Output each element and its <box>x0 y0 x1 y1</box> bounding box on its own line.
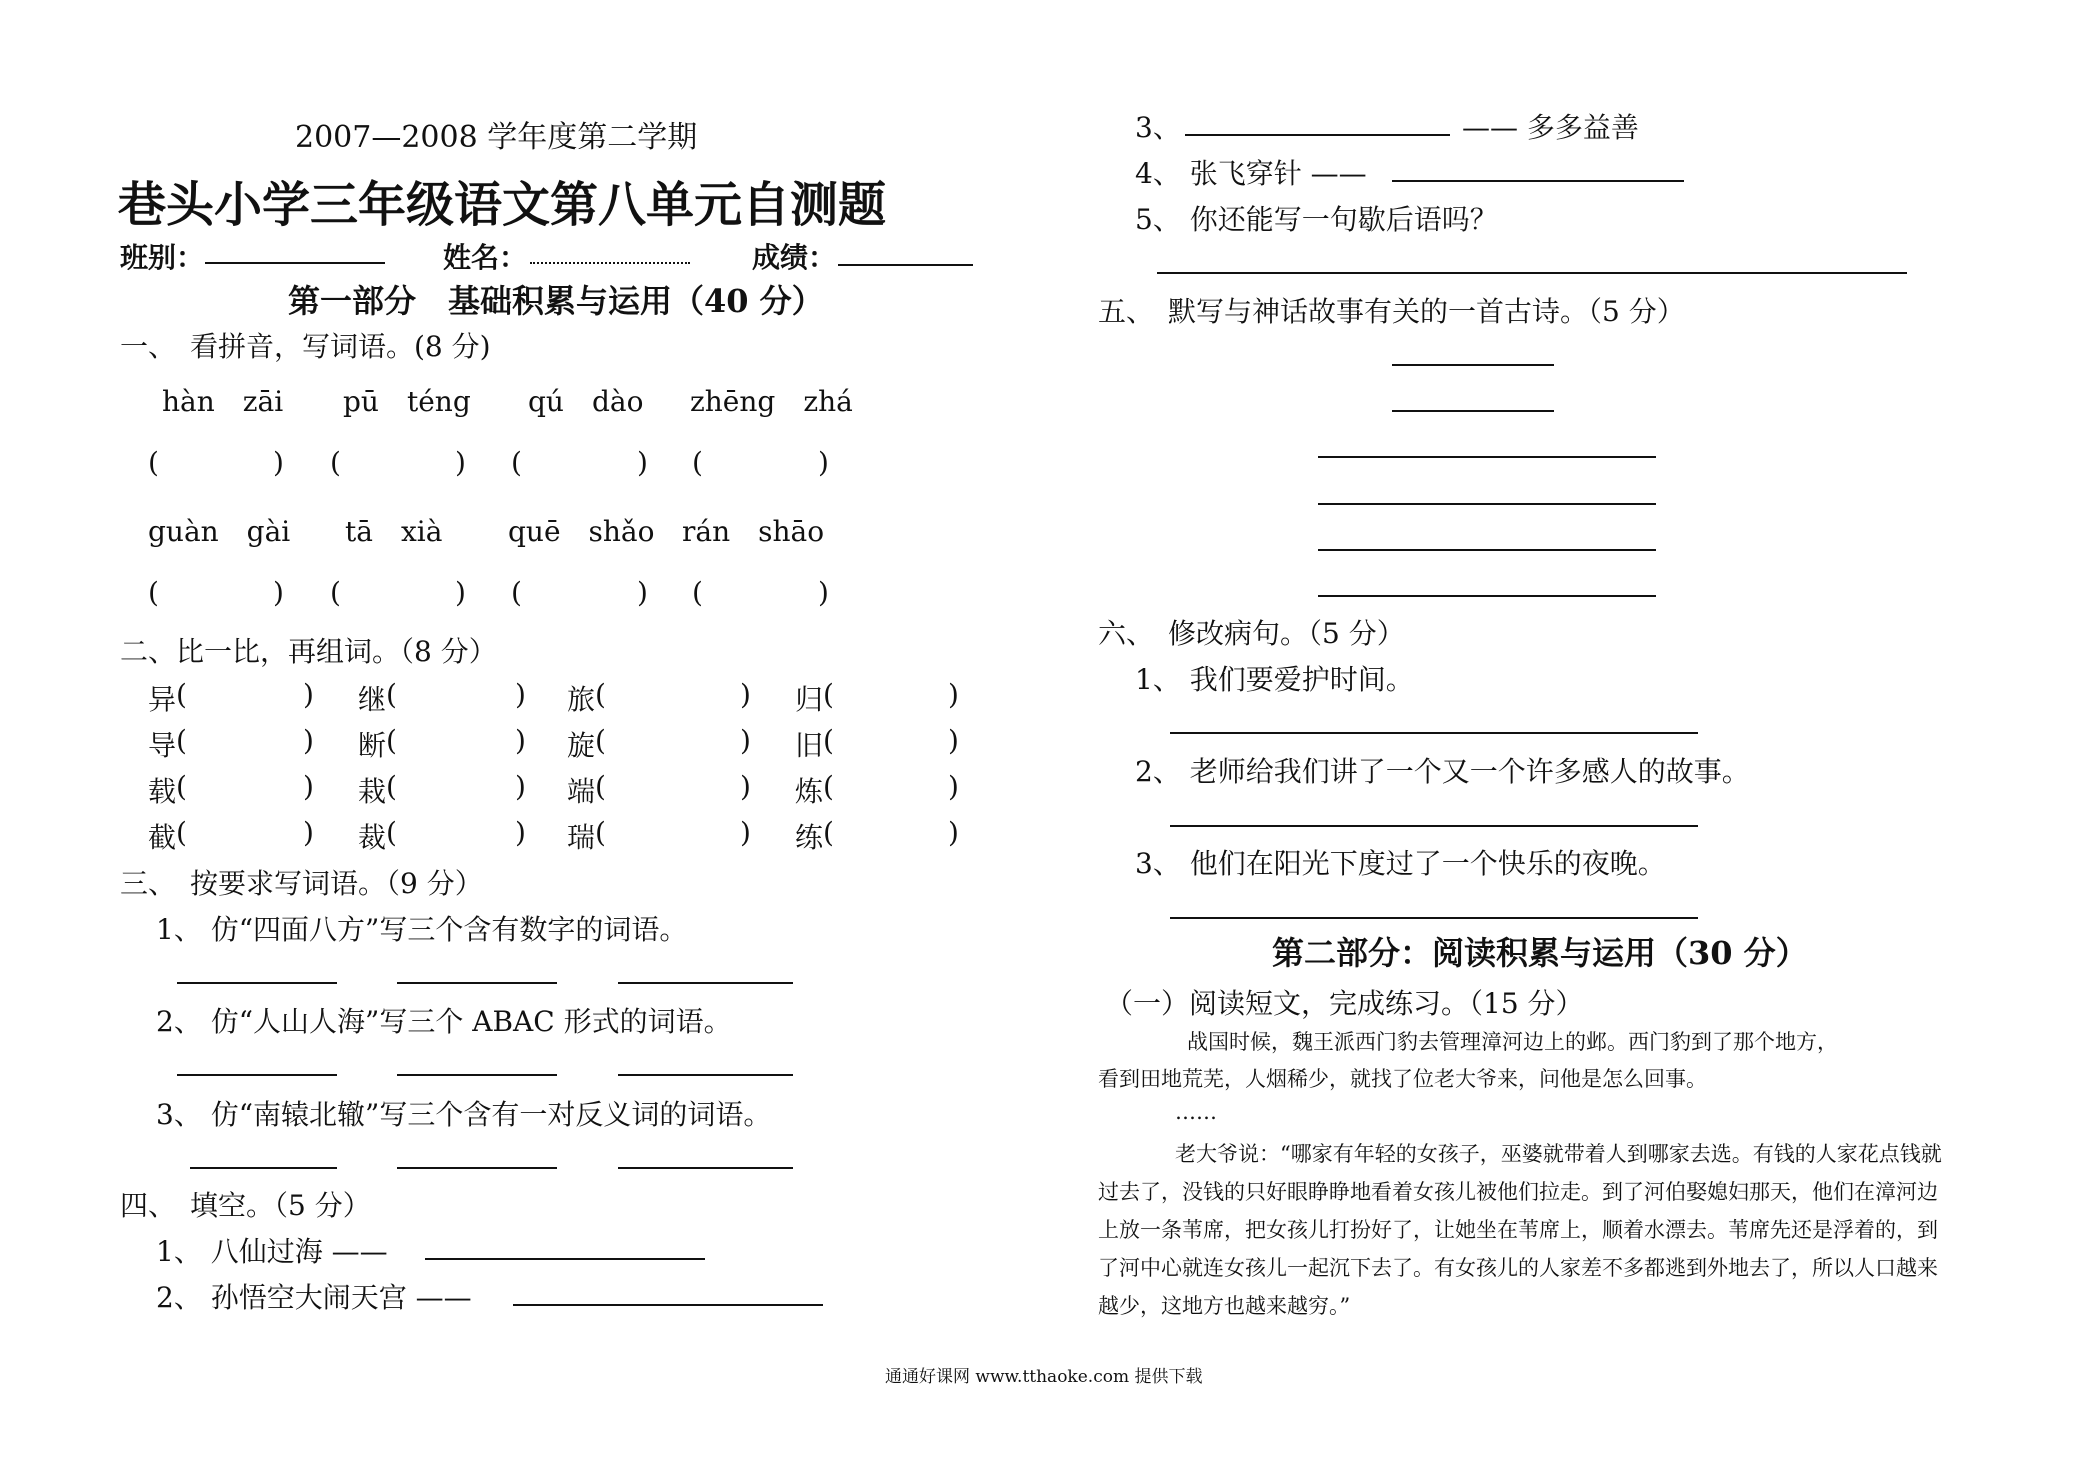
pinyin-puteng: pū téng <box>343 385 471 418</box>
q2-char: 旧 <box>795 729 824 762</box>
paren-open: ( <box>823 678 834 711</box>
q3-item-1: 1、 仿“四面八方”写三个含有数字的词语。 <box>156 913 688 946</box>
answer-line[interactable] <box>618 1074 793 1076</box>
paren-close: ) <box>818 446 829 479</box>
paren-open: ( <box>692 446 703 479</box>
q6-title: 六、 修改病句。（5 分） <box>1098 617 1405 650</box>
paren-close: ) <box>273 576 284 609</box>
name-label: 姓名： <box>443 241 528 274</box>
paren-open: ( <box>511 446 522 479</box>
passage-ellipsis: …… <box>1175 1100 1217 1124</box>
paren-open: ( <box>176 770 187 803</box>
q2-char: 截 <box>148 821 177 854</box>
paren-open: ( <box>176 678 187 711</box>
paren-close: ) <box>515 724 526 757</box>
q2-char: 旅 <box>567 683 596 716</box>
paren-open: ( <box>148 446 159 479</box>
q4-item-4: 4、 张飞穿针 —— <box>1135 157 1367 190</box>
pinyin-qudao: qú dào <box>528 385 644 418</box>
paren-open: ( <box>386 816 397 849</box>
poem-line[interactable] <box>1318 456 1656 458</box>
paren-open: ( <box>823 816 834 849</box>
q2-char: 端 <box>567 775 596 808</box>
q4-item-3: 3、 <box>1135 111 1181 144</box>
q4-item-5: 5、 你还能写一句歇后语吗？ <box>1135 203 1498 236</box>
q6-item-1: 1、 我们要爱护时间。 <box>1135 663 1414 696</box>
q2-char: 异 <box>148 683 177 716</box>
q3-item-3: 3、 仿“南辕北辙”写三个含有一对反义词的词语。 <box>156 1098 772 1131</box>
q1-title: 一、 看拼音，写词语。(8 分) <box>120 330 491 363</box>
paren-open: ( <box>176 724 187 757</box>
paren-close: ) <box>515 770 526 803</box>
answer-line[interactable] <box>177 982 337 984</box>
q3-title: 三、 按要求写词语。（9 分） <box>120 867 483 900</box>
q2-char: 炼 <box>795 775 824 808</box>
pinyin-taxia: tā xià <box>345 515 443 548</box>
answer-line[interactable] <box>177 1074 337 1076</box>
q2-title: 二、比一比，再组词。（8 分） <box>120 635 497 668</box>
answer-line[interactable] <box>618 1167 793 1169</box>
paren-close: ) <box>515 678 526 711</box>
paren-close: ) <box>948 770 959 803</box>
q2-char: 栽 <box>358 775 387 808</box>
paren-close: ) <box>948 678 959 711</box>
paren-close: ) <box>740 678 751 711</box>
passage-line: 战国时候，魏王派西门豹去管理漳河边上的邺。西门豹到了那个地方， <box>1187 1030 1838 1054</box>
q5-title: 五、 默写与神话故事有关的一首古诗。（5 分） <box>1098 295 1685 328</box>
paren-close: ) <box>740 770 751 803</box>
q2-char: 裁 <box>358 821 387 854</box>
paren-close: ) <box>303 770 314 803</box>
score-field[interactable] <box>838 264 973 266</box>
paren-close: ) <box>637 576 648 609</box>
answer-line[interactable] <box>513 1304 823 1306</box>
q2-char: 瑞 <box>567 821 596 854</box>
passage-line: 上放一条苇席，把女孩儿打扮好了，让她坐在苇席上，顺着水漂去。苇席先还是浮着的，到 <box>1098 1218 1938 1242</box>
q2-char: 归 <box>795 683 824 716</box>
q4-item-3-suffix: —— 多多益善 <box>1462 111 1639 144</box>
q4-item-1: 1、 八仙过海 —— <box>156 1235 388 1268</box>
name-field[interactable] <box>530 262 690 264</box>
q2-char: 继 <box>358 683 387 716</box>
answer-line[interactable] <box>397 1074 557 1076</box>
answer-line[interactable] <box>397 982 557 984</box>
paren-close: ) <box>740 724 751 757</box>
exam-title: 巷头小学三年级语文第八单元自测题 <box>118 177 887 233</box>
q4-item-2: 2、 孙悟空大闹天宫 —— <box>156 1281 472 1314</box>
paren-open: ( <box>330 576 341 609</box>
reading-subtitle: （一）阅读短文，完成练习。（15 分） <box>1105 987 1584 1020</box>
paren-open: ( <box>595 816 606 849</box>
passage-line: 看到田地荒芜，人烟稀少，就找了位老大爷来，问他是怎么回事。 <box>1098 1067 1707 1091</box>
q2-char: 旋 <box>567 729 596 762</box>
answer-line[interactable] <box>190 1167 337 1169</box>
paren-close: ) <box>455 576 466 609</box>
paren-close: ) <box>818 576 829 609</box>
answer-line[interactable] <box>1185 134 1450 136</box>
paren-close: ) <box>303 678 314 711</box>
paren-close: ) <box>740 816 751 849</box>
answer-line[interactable] <box>1170 917 1698 919</box>
paren-close: ) <box>303 724 314 757</box>
paren-open: ( <box>511 576 522 609</box>
q2-char: 练 <box>795 821 824 854</box>
paren-open: ( <box>595 724 606 757</box>
paren-open: ( <box>595 770 606 803</box>
paren-open: ( <box>595 678 606 711</box>
q2-char: 断 <box>358 729 387 762</box>
part2-heading: 第二部分：阅读积累与运用（30 分） <box>1272 934 1808 972</box>
poem-title-line[interactable] <box>1392 364 1554 366</box>
paren-open: ( <box>823 770 834 803</box>
answer-line[interactable] <box>1170 732 1698 734</box>
footer-credit: 通通好课网 www.tthaoke.com 提供下载 <box>885 1367 1203 1387</box>
answer-line[interactable] <box>618 982 793 984</box>
passage-line: 过去了，没钱的只好眼睁睁地看着女孩儿被他们拉走。到了河伯娶媳妇那天，他们在漳河边 <box>1098 1180 1938 1204</box>
paren-open: ( <box>386 678 397 711</box>
poem-line[interactable] <box>1318 595 1656 597</box>
pinyin-hanzai: hàn zāi <box>162 385 284 418</box>
paren-close: ) <box>515 816 526 849</box>
q4-title: 四、 填空。（5 分） <box>120 1189 371 1222</box>
paren-open: ( <box>386 724 397 757</box>
q3-item-2: 2、 仿“人山人海”写三个 ABAC 形式的词语。 <box>156 1005 732 1038</box>
paren-close: ) <box>273 446 284 479</box>
pinyin-queshao: quē shǎo <box>508 515 655 548</box>
paren-close: ) <box>637 446 648 479</box>
pinyin-ranshao: rán shāo <box>682 515 825 548</box>
poem-line[interactable] <box>1318 549 1656 551</box>
pinyin-guangai: guàn gài <box>148 515 291 548</box>
class-label: 班别： <box>120 241 205 274</box>
q2-char: 导 <box>148 729 177 762</box>
paren-close: ) <box>948 816 959 849</box>
class-underline <box>205 262 385 264</box>
passage-line: 老大爷说：“哪家有年轻的女孩子，巫婆就带着人到哪家去选。有钱的人家花点钱就 <box>1175 1142 1942 1166</box>
paren-open: ( <box>823 724 834 757</box>
poem-author-line[interactable] <box>1392 410 1554 412</box>
answer-line[interactable] <box>425 1258 705 1260</box>
paren-open: ( <box>692 576 703 609</box>
answer-line[interactable] <box>1170 825 1698 827</box>
q6-item-3: 3、 他们在阳光下度过了一个快乐的夜晚。 <box>1135 847 1666 880</box>
q2-char: 载 <box>148 775 177 808</box>
q6-item-2: 2、 老师给我们讲了一个又一个许多感人的故事。 <box>1135 755 1750 788</box>
answer-line[interactable] <box>1392 180 1684 182</box>
part1-heading: 第一部分 基础积累与运用（40 分） <box>288 282 824 320</box>
paren-close: ) <box>455 446 466 479</box>
paren-open: ( <box>386 770 397 803</box>
answer-line[interactable] <box>397 1167 557 1169</box>
passage-line: 越少，这地方也越来越穷。” <box>1098 1294 1351 1318</box>
poem-line[interactable] <box>1318 503 1656 505</box>
term-label: 2007—2008 学年度第二学期 <box>295 120 698 155</box>
paren-open: ( <box>176 816 187 849</box>
answer-line[interactable] <box>1157 272 1907 274</box>
paren-open: ( <box>330 446 341 479</box>
pinyin-zhengzha: zhēng zhá <box>690 385 853 418</box>
paren-close: ) <box>948 724 959 757</box>
paren-open: ( <box>148 576 159 609</box>
paren-close: ) <box>303 816 314 849</box>
passage-line: 了河中心就连女孩儿一起沉下去了。有女孩儿的人家差不多都逃到外地去了，所以人口越来 <box>1098 1256 1938 1280</box>
score-label: 成绩： <box>752 241 837 274</box>
